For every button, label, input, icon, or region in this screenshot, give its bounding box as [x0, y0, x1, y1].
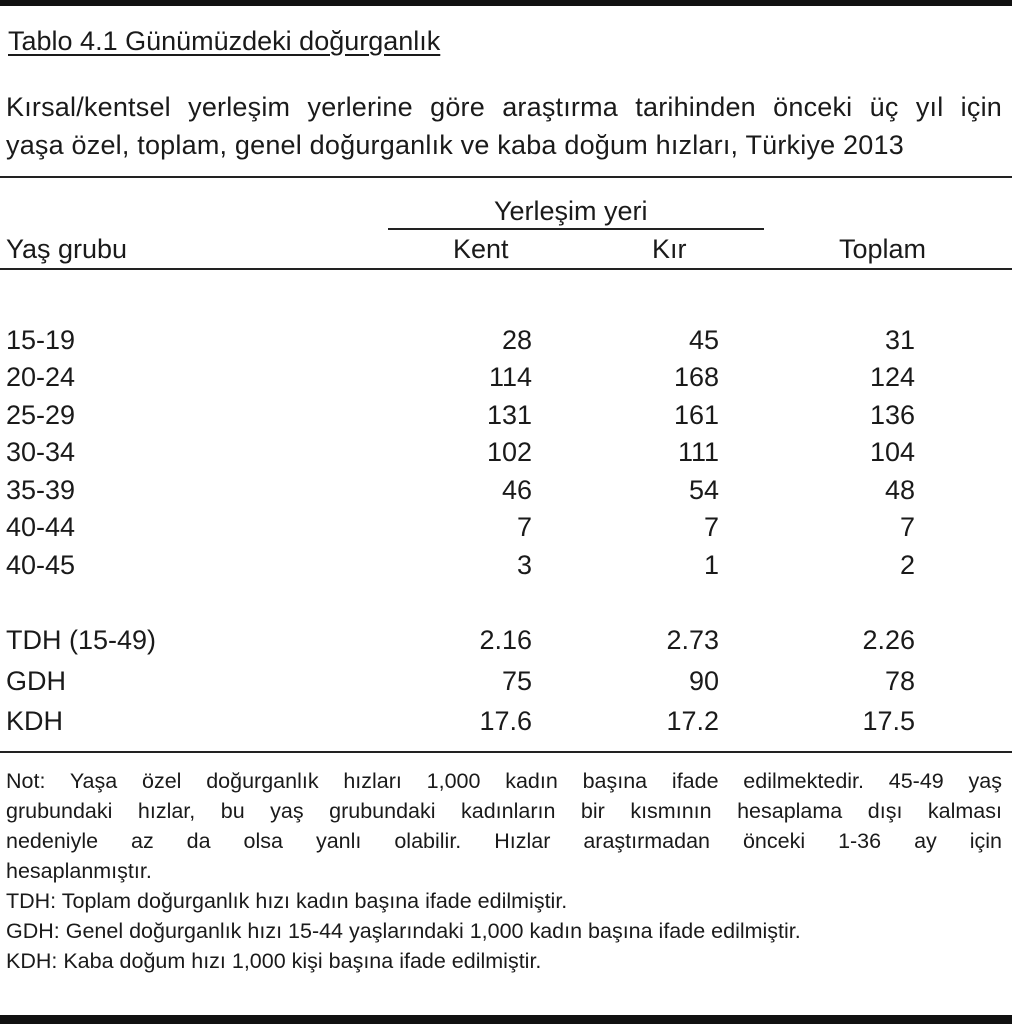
group-header-rule: [388, 228, 764, 230]
cell-kir: 111: [677, 437, 719, 467]
cell-toplam: 78: [884, 666, 915, 696]
cell-kir: 168: [673, 362, 719, 392]
row-label: 40-44: [6, 512, 76, 542]
table-caption: [6, 88, 1002, 164]
column-header-kir: Kır: [652, 234, 687, 264]
cell-toplam: 124: [869, 362, 915, 392]
cell-kent: 17.6: [479, 706, 532, 736]
note-kdh: KDH: Kaba doğum hızı 1,000 kişi başına ifade edilmiştir.: [6, 949, 542, 973]
cell-kent: 75: [501, 666, 532, 696]
cell-toplam: 7: [899, 512, 915, 542]
row-label: 15-19: [6, 325, 76, 355]
column-header-toplam: Toplam: [839, 234, 927, 264]
row-label: 20-24: [6, 362, 76, 392]
row-label: 40-45: [6, 550, 76, 580]
cell-kent: 3: [516, 550, 532, 580]
top-border: [0, 0, 1012, 6]
cell-toplam: 2.26: [862, 625, 915, 655]
note-tdh: TDH: Toplam doğurganlık hızı kadın başına ifade edilmiştir.: [6, 889, 568, 913]
bottom-border: [0, 1015, 1012, 1024]
cell-kir: 54: [688, 475, 719, 505]
header-top-rule: [0, 176, 1012, 178]
cell-kir: 7: [703, 512, 719, 542]
note-gdh: GDH: Genel doğurganlık hızı 15-44 yaşlarındaki 1,000 kadın başına ifade edilmiştir.: [6, 919, 801, 943]
cell-kir: 1: [703, 550, 719, 580]
row-label: GDH: [6, 666, 66, 696]
cell-kent: 2.16: [479, 625, 532, 655]
cell-toplam: 104: [869, 437, 915, 467]
header-bottom-rule: [0, 268, 1012, 270]
cell-toplam: 17.5: [862, 706, 915, 736]
row-label: 30-34: [6, 437, 76, 467]
cell-kent: 102: [486, 437, 532, 467]
caption-line-2: yaşa özel, toplam, genel doğurganlık ve kaba doğum hızları, Türkiye 2013: [6, 130, 904, 160]
cell-kir: 45: [688, 325, 719, 355]
cell-kent: 28: [501, 325, 532, 355]
cell-kent: 114: [488, 362, 532, 392]
cell-kir: 2.73: [666, 625, 719, 655]
cell-toplam: 48: [884, 475, 915, 505]
note-line: hesaplanmıştır.: [6, 859, 152, 883]
row-label: TDH (15-49): [6, 625, 157, 655]
table-title: Tablo 4.1 Günümüzdeki doğurganlık: [8, 26, 441, 56]
row-label: 25-29: [6, 400, 76, 430]
cell-kent: 131: [486, 400, 532, 430]
note-line: Not: Yaşa özel doğurganlık hızları 1,000 kadın başına ifade edilmektedir. 45-49 yaş: [6, 769, 1002, 793]
column-header-kent: Kent: [453, 234, 509, 264]
caption-line-1: Kırsal/kentsel yerleşim yerlerine göre araştırma tarihinden önceki üç yıl için: [6, 92, 1002, 122]
group-header: Yerleşim yeri: [494, 196, 648, 226]
cell-kir: 161: [673, 400, 719, 430]
cell-kent: 46: [501, 475, 532, 505]
footnotes: [6, 766, 1002, 976]
cell-kir: 90: [688, 666, 719, 696]
cell-toplam: 2: [899, 550, 915, 580]
cell-kir: 17.2: [666, 706, 719, 736]
row-label: 35-39: [6, 475, 76, 505]
cell-toplam: 31: [884, 325, 915, 355]
row-label: KDH: [6, 706, 64, 736]
cell-toplam: 136: [869, 400, 915, 430]
cell-kent: 7: [516, 512, 532, 542]
table-bottom-rule: [0, 751, 1012, 753]
row-header: Yaş grubu: [6, 234, 128, 264]
note-line: grubundaki hızlar, bu yaş grubundaki kadınların bir kısmının hesaplama dışı kalması: [6, 799, 1002, 823]
note-line: nedeniyle az da olsa yanlı olabilir. Hızlar araştırmadan önceki 1-36 ay için: [6, 829, 1002, 853]
